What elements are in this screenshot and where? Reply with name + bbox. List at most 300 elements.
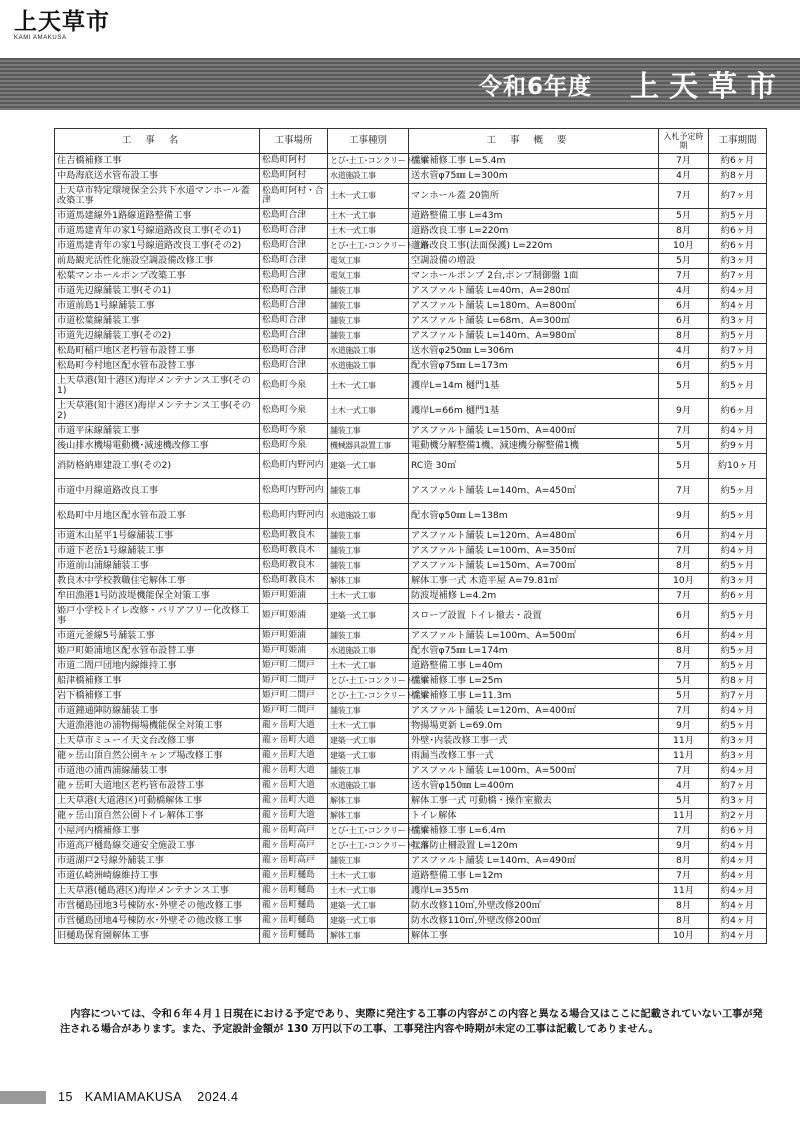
work-type-cell: 建築一式工事: [328, 749, 409, 764]
work-name-cell: 消防格納庫建設工事(その2): [55, 454, 260, 479]
bid-timing-cell: 10月: [659, 574, 709, 589]
section-banner: [0, 58, 800, 110]
table-row: [55, 809, 767, 824]
duration-cell: 約6ヶ月: [709, 239, 767, 254]
work-name-cell: 松島町今村地区配水管布設替工事: [55, 359, 260, 374]
summary-cell: 道路整備工事 L=43m: [409, 209, 659, 224]
location-cell: 姫戸町姫浦: [260, 589, 328, 604]
work-type-cell: 舗装工事: [328, 704, 409, 719]
table-row: [55, 504, 767, 529]
location-cell: 松島町合津: [260, 329, 328, 344]
work-type-cell: 舗装工事: [328, 559, 409, 574]
work-type-cell: 電気工事: [328, 254, 409, 269]
page-number: 15: [58, 1090, 73, 1104]
bid-timing-cell: 5月: [659, 254, 709, 269]
duration-cell: 約4ヶ月: [709, 884, 767, 899]
work-type-cell: 土木一式工事: [328, 184, 409, 209]
banner-year: 令和6年度: [478, 73, 592, 100]
work-type-cell: 舗装工事: [328, 764, 409, 779]
location-cell: 松島町合津: [260, 269, 328, 284]
work-type-cell: 土木一式工事: [328, 719, 409, 734]
bid-timing-cell: 7月: [659, 154, 709, 169]
duration-cell: 約4ヶ月: [709, 764, 767, 779]
bid-timing-cell: 4月: [659, 169, 709, 184]
page-footer: [58, 1090, 239, 1104]
duration-cell: 約4ヶ月: [709, 299, 767, 314]
bid-timing-cell: 8月: [659, 224, 709, 239]
work-name-cell: 上天草市特定環境保全公共下水道マンホール蓋改築工事: [55, 184, 260, 209]
logo-subtitle: KAMI AMAKUSA: [14, 35, 67, 41]
location-cell: 松島町教良木: [260, 559, 328, 574]
work-type-cell: とび･土工･コンクリート工事: [328, 824, 409, 839]
duration-cell: 約7ヶ月: [709, 689, 767, 704]
work-name-cell: 市道平床線舗装工事: [55, 424, 260, 439]
work-type-cell: 建築一式工事: [328, 899, 409, 914]
duration-cell: 約3ヶ月: [709, 794, 767, 809]
work-name-cell: 前島観光活性化施設空調設備改修工事: [55, 254, 260, 269]
work-type-cell: 建築一式工事: [328, 914, 409, 929]
summary-cell: 空調設備の増設: [409, 254, 659, 269]
location-cell: 松島町今泉: [260, 374, 328, 399]
summary-cell: 橋梁補修工事 L=11.3m: [409, 689, 659, 704]
location-cell: 龍ヶ岳町高戸: [260, 854, 328, 869]
footnote: 内容については、令和６年４月１日現在における予定であり、実際に発注する工事の内容がこの内容と異なる場合又はここに記載されていない工事が発注される場合があります。また、予定設計金額が 130 万円以下の工事、工事発注内容や時期が未定の工事は記載してありません。: [60, 1009, 763, 1035]
bid-timing-cell: 6月: [659, 604, 709, 629]
work-type-cell: 電気工事: [328, 269, 409, 284]
duration-cell: 約4ヶ月: [709, 929, 767, 944]
work-name-cell: 大道漁港池の浦物揚場機能保全対策工事: [55, 719, 260, 734]
work-type-cell: 舗装工事: [328, 479, 409, 504]
location-cell: 松島町合津: [260, 284, 328, 299]
location-cell: 龍ヶ岳町樋島: [260, 899, 328, 914]
table-row: [55, 899, 767, 914]
summary-cell: 送水管φ150㎜ L=400m: [409, 779, 659, 794]
work-name-cell: 市道鐘通陣防線舗装工事: [55, 704, 260, 719]
summary-cell: スロープ設置 トイレ撤去・設置: [409, 604, 659, 629]
location-cell: 龍ヶ岳町大道: [260, 764, 328, 779]
work-type-cell: 舗装工事: [328, 299, 409, 314]
summary-cell: 道路改良工事 L=220m: [409, 224, 659, 239]
duration-cell: 約3ヶ月: [709, 254, 767, 269]
duration-cell: 約2ヶ月: [709, 809, 767, 824]
summary-cell: マンホールポンプ 2台,ポンプ制御盤 1面: [409, 269, 659, 284]
table-row: [55, 839, 767, 854]
table-row: [55, 169, 767, 184]
work-name-cell: 船津橋補修工事: [55, 674, 260, 689]
location-cell: 姫戸町二間戸: [260, 674, 328, 689]
work-type-cell: 解体工事: [328, 794, 409, 809]
summary-cell: 防波堤補修 L=4.2m: [409, 589, 659, 604]
duration-cell: 約5ヶ月: [709, 659, 767, 674]
work-name-cell: 市道先辺線舗装工事(その1): [55, 284, 260, 299]
work-type-cell: とび･土工･コンクリート工事: [328, 674, 409, 689]
table-row: [55, 269, 767, 284]
work-name-cell: 市道中月線道路改良工事: [55, 479, 260, 504]
summary-cell: 道路改良工事(法面保護) L=220m: [409, 239, 659, 254]
work-type-cell: 建築一式工事: [328, 454, 409, 479]
work-type-cell: 水道施設工事: [328, 779, 409, 794]
summary-cell: アスファルト舗装 L=40m、A=280㎡: [409, 284, 659, 299]
bid-timing-cell: 6月: [659, 359, 709, 374]
summary-cell: アスファルト舗装 L=120m、A=400㎡: [409, 704, 659, 719]
work-name-cell: 市道下老岳1号線舗装工事: [55, 544, 260, 559]
work-name-cell: 市道馬建線外1路線道路整備工事: [55, 209, 260, 224]
work-name-cell: 後山排水機場電動機･減速機改修工事: [55, 439, 260, 454]
table-row: [55, 224, 767, 239]
duration-cell: 約4ヶ月: [709, 544, 767, 559]
issue-date: 2024.4: [197, 1090, 239, 1104]
work-type-cell: 舗装工事: [328, 544, 409, 559]
location-cell: 松島町阿村・合津: [260, 184, 328, 209]
bid-timing-cell: 7月: [659, 269, 709, 284]
summary-cell: アスファルト舗装 L=140m、A=980㎡: [409, 329, 659, 344]
duration-cell: 約5ヶ月: [709, 359, 767, 374]
work-name-cell: 姫戸小学校トイレ改修・バリアフリー化改修工事: [55, 604, 260, 629]
work-type-cell: 土木一式工事: [328, 224, 409, 239]
work-name-cell: 市営樋島団地3号棟防水･外壁その他改修工事: [55, 899, 260, 914]
bid-timing-cell: 8月: [659, 854, 709, 869]
summary-cell: 電動機分解整備1機、減速機分解整備1機: [409, 439, 659, 454]
location-cell: 松島町内野河内: [260, 479, 328, 504]
work-type-cell: 解体工事: [328, 809, 409, 824]
work-name-cell: 市道馬建青年の家1号線道路改良工事(その2): [55, 239, 260, 254]
table-row: [55, 424, 767, 439]
summary-cell: マンホール蓋 20箇所: [409, 184, 659, 209]
location-cell: 龍ヶ岳町樋島: [260, 929, 328, 944]
duration-cell: 約4ヶ月: [709, 899, 767, 914]
table-row: [55, 399, 767, 424]
duration-cell: 約10ヶ月: [709, 454, 767, 479]
duration-cell: 約6ヶ月: [709, 824, 767, 839]
work-type-cell: 土木一式工事: [328, 589, 409, 604]
table-row: [55, 854, 767, 869]
location-cell: 龍ヶ岳町高戸: [260, 824, 328, 839]
location-cell: 姫戸町姫浦: [260, 604, 328, 629]
summary-cell: アスファルト舗装 L=100m、A=350㎡: [409, 544, 659, 559]
summary-cell: 送水管φ75㎜ L=300m: [409, 169, 659, 184]
duration-cell: 約7ヶ月: [709, 344, 767, 359]
table-row: [55, 689, 767, 704]
work-name-cell: 上天草市ミューイ天文台改修工事: [55, 734, 260, 749]
duration-cell: 約5ヶ月: [709, 719, 767, 734]
table-row: [55, 299, 767, 314]
work-type-cell: 水道施設工事: [328, 504, 409, 529]
public-works-table: [54, 128, 767, 944]
bid-timing-cell: 7月: [659, 184, 709, 209]
magazine-name: KAMIAMAKUSA: [84, 1090, 182, 1104]
bid-timing-cell: 7月: [659, 764, 709, 779]
table-row: [55, 209, 767, 224]
work-name-cell: 龍ヶ岳町大道地区老朽管布設替工事: [55, 779, 260, 794]
duration-cell: 約4ヶ月: [709, 914, 767, 929]
table-row: [55, 884, 767, 899]
duration-cell: 約5ヶ月: [709, 329, 767, 344]
bid-timing-cell: 8月: [659, 644, 709, 659]
duration-cell: 約4ヶ月: [709, 839, 767, 854]
table-row: [55, 344, 767, 359]
work-name-cell: 龍ヶ岳山頂自然公園トイレ解体工事: [55, 809, 260, 824]
summary-cell: 護岸L=355m: [409, 884, 659, 899]
table-row: [55, 359, 767, 374]
bid-timing-cell: 11月: [659, 809, 709, 824]
duration-cell: 約3ヶ月: [709, 574, 767, 589]
table-row: [55, 479, 767, 504]
location-cell: 龍ヶ岳町樋島: [260, 884, 328, 899]
bid-timing-cell: 10月: [659, 239, 709, 254]
location-cell: 龍ヶ岳町大道: [260, 749, 328, 764]
location-cell: 松島町合津: [260, 209, 328, 224]
bid-timing-cell: 8月: [659, 899, 709, 914]
bid-timing-cell: 4月: [659, 344, 709, 359]
summary-cell: RC造 30㎡: [409, 454, 659, 479]
summary-cell: 配水管φ50㎜ L=138m: [409, 504, 659, 529]
summary-cell: 解体工事一式 可動橋・操作室撤去: [409, 794, 659, 809]
bid-timing-cell: 7月: [659, 704, 709, 719]
location-cell: 松島町合津: [260, 254, 328, 269]
duration-cell: 約5ヶ月: [709, 479, 767, 504]
bid-timing-cell: 6月: [659, 529, 709, 544]
table-row: [55, 929, 767, 944]
summary-cell: アスファルト舗装 L=100m、A=500㎡: [409, 629, 659, 644]
location-cell: 松島町今泉: [260, 424, 328, 439]
bid-timing-cell: 7月: [659, 424, 709, 439]
table-row: [55, 589, 767, 604]
work-name-cell: 市道馬建青年の家1号線道路改良工事(その1): [55, 224, 260, 239]
summary-cell: 橋梁補修工事 L=5.4m: [409, 154, 659, 169]
work-type-cell: 舗装工事: [328, 854, 409, 869]
summary-cell: アスファルト舗装 L=100m、A=500㎡: [409, 764, 659, 779]
summary-cell: 送水管φ250㎜ L=306m: [409, 344, 659, 359]
work-type-cell: 水道施設工事: [328, 344, 409, 359]
work-name-cell: 松葉マンホールポンプ改築工事: [55, 269, 260, 284]
duration-cell: 約7ヶ月: [709, 269, 767, 284]
work-name-cell: 住吉橋補修工事: [55, 154, 260, 169]
work-name-cell: 市道高戸樋島線交通安全施設工事: [55, 839, 260, 854]
work-type-cell: 舗装工事: [328, 529, 409, 544]
location-cell: 姫戸町二間戸: [260, 704, 328, 719]
duration-cell: 約5ヶ月: [709, 209, 767, 224]
duration-cell: 約4ヶ月: [709, 629, 767, 644]
work-name-cell: 姫戸町姫浦地区配水管布設替工事: [55, 644, 260, 659]
location-cell: 姫戸町姫浦: [260, 644, 328, 659]
table-row: [55, 454, 767, 479]
duration-cell: 約4ヶ月: [709, 869, 767, 884]
city-logo: [14, 10, 110, 41]
duration-cell: 約4ヶ月: [709, 284, 767, 299]
duration-cell: 約7ヶ月: [709, 779, 767, 794]
duration-cell: 約5ヶ月: [709, 374, 767, 399]
work-type-cell: 建築一式工事: [328, 734, 409, 749]
work-name-cell: 上天草港(知十港区)海岸メンテナンス工事(その1): [55, 374, 260, 399]
bid-timing-cell: 6月: [659, 299, 709, 314]
work-type-cell: 土木一式工事: [328, 209, 409, 224]
duration-cell: 約4ヶ月: [709, 854, 767, 869]
bid-timing-cell: 9月: [659, 719, 709, 734]
location-cell: 松島町教良木: [260, 574, 328, 589]
location-cell: 松島町合津: [260, 299, 328, 314]
duration-cell: 約8ヶ月: [709, 169, 767, 184]
duration-cell: 約7ヶ月: [709, 184, 767, 209]
table-row: [55, 604, 767, 629]
summary-cell: 道路整備工事 L=40m: [409, 659, 659, 674]
work-name-cell: 中島海底送水管布設工事: [55, 169, 260, 184]
work-type-cell: 土木一式工事: [328, 884, 409, 899]
table-row: [55, 644, 767, 659]
work-type-cell: とび･土工･コンクリート工事: [328, 154, 409, 169]
header-duration: 工事期間: [709, 129, 767, 154]
header-bid-timing: 入札予定時期: [659, 129, 709, 154]
bid-timing-cell: 7月: [659, 479, 709, 504]
table-row: [55, 869, 767, 884]
duration-cell: 約6ヶ月: [709, 589, 767, 604]
location-cell: 姫戸町二間戸: [260, 659, 328, 674]
summary-cell: アスファルト舗装 L=150m、A=700㎡: [409, 559, 659, 574]
location-cell: 松島町内野河内: [260, 454, 328, 479]
bid-timing-cell: 9月: [659, 399, 709, 424]
table-row: [55, 764, 767, 779]
duration-cell: 約4ヶ月: [709, 529, 767, 544]
work-type-cell: 解体工事: [328, 929, 409, 944]
bid-timing-cell: 11月: [659, 734, 709, 749]
summary-cell: 解体工事: [409, 929, 659, 944]
bid-timing-cell: 7月: [659, 824, 709, 839]
work-type-cell: 機械器具設置工事: [328, 439, 409, 454]
location-cell: 松島町教良木: [260, 544, 328, 559]
duration-cell: 約6ヶ月: [709, 399, 767, 424]
summary-cell: 物揚場更新 L=69.0m: [409, 719, 659, 734]
work-name-cell: 龍ヶ岳山頂自然公園キャンプ場改修工事: [55, 749, 260, 764]
bid-timing-cell: 11月: [659, 884, 709, 899]
bid-timing-cell: 5月: [659, 374, 709, 399]
work-name-cell: 岩下橋補修工事: [55, 689, 260, 704]
work-type-cell: 舗装工事: [328, 314, 409, 329]
duration-cell: 約6ヶ月: [709, 154, 767, 169]
bid-timing-cell: 7月: [659, 544, 709, 559]
work-type-cell: 建築一式工事: [328, 604, 409, 629]
summary-cell: 外壁･内装改修工事一式: [409, 734, 659, 749]
duration-cell: 約8ヶ月: [709, 674, 767, 689]
bid-timing-cell: 7月: [659, 589, 709, 604]
work-type-cell: とび･土工･コンクリート工事: [328, 239, 409, 254]
work-type-cell: 水道施設工事: [328, 169, 409, 184]
bid-timing-cell: 8月: [659, 914, 709, 929]
summary-cell: アスファルト舗装 L=140m、A=490㎡: [409, 854, 659, 869]
table-row: [55, 574, 767, 589]
summary-cell: 雨漏当改修工事一式: [409, 749, 659, 764]
location-cell: 龍ヶ岳町高戸: [260, 839, 328, 854]
table-row: [55, 439, 767, 454]
summary-cell: 配水管φ75㎜ L=173m: [409, 359, 659, 374]
work-name-cell: 教良木中学校教職住宅解体工事: [55, 574, 260, 589]
table-row: [55, 659, 767, 674]
summary-cell: トイレ解体: [409, 809, 659, 824]
work-type-cell: 解体工事: [328, 574, 409, 589]
work-type-cell: 舗装工事: [328, 329, 409, 344]
location-cell: 龍ヶ岳町大道: [260, 719, 328, 734]
summary-cell: アスファルト舗装 L=150m、A=400㎡: [409, 424, 659, 439]
duration-cell: 約3ヶ月: [709, 749, 767, 764]
table-row: [55, 284, 767, 299]
work-name-cell: 牟田漁港1号防波堤機能保全対策工事: [55, 589, 260, 604]
bid-timing-cell: 6月: [659, 314, 709, 329]
duration-cell: 約5ヶ月: [709, 644, 767, 659]
table-row: [55, 329, 767, 344]
duration-cell: 約9ヶ月: [709, 439, 767, 454]
location-cell: 松島町合津: [260, 359, 328, 374]
bid-timing-cell: 6月: [659, 629, 709, 644]
table-row: [55, 239, 767, 254]
work-type-cell: 土木一式工事: [328, 399, 409, 424]
table-row: [55, 719, 767, 734]
location-cell: 姫戸町二間戸: [260, 689, 328, 704]
summary-cell: 転落防止柵設置 L=120m: [409, 839, 659, 854]
location-cell: 松島町阿村: [260, 169, 328, 184]
location-cell: 龍ヶ岳町大道: [260, 734, 328, 749]
summary-cell: 道路整備工事 L=12m: [409, 869, 659, 884]
header-work-name: 工事名: [55, 129, 260, 154]
bid-timing-cell: 9月: [659, 504, 709, 529]
bid-timing-cell: 5月: [659, 794, 709, 809]
work-name-cell: 小屋河内橋補修工事: [55, 824, 260, 839]
bid-timing-cell: 8月: [659, 559, 709, 574]
work-name-cell: 市道池の浦西浦線舗装工事: [55, 764, 260, 779]
bid-timing-cell: 5月: [659, 674, 709, 689]
work-name-cell: 市道松葉線舗装工事: [55, 314, 260, 329]
duration-cell: 約4ヶ月: [709, 424, 767, 439]
location-cell: 松島町合津: [260, 314, 328, 329]
work-name-cell: 市道先辺線舗装工事(その2): [55, 329, 260, 344]
work-type-cell: 土木一式工事: [328, 869, 409, 884]
bid-timing-cell: 5月: [659, 439, 709, 454]
summary-cell: 防水改修110㎡,外壁改修200㎡: [409, 899, 659, 914]
work-name-cell: 市道元釜線5号舗装工事: [55, 629, 260, 644]
table-row: [55, 779, 767, 794]
logo-wordmark: 上天草市: [14, 9, 110, 35]
work-type-cell: 舗装工事: [328, 629, 409, 644]
location-cell: 松島町今泉: [260, 439, 328, 454]
summary-cell: アスファルト舗装 L=68m、A=300㎡: [409, 314, 659, 329]
table-row: [55, 824, 767, 839]
table-row: [55, 154, 767, 169]
location-cell: 姫戸町姫浦: [260, 629, 328, 644]
work-type-cell: 水道施設工事: [328, 359, 409, 374]
bid-timing-cell: 5月: [659, 209, 709, 224]
summary-cell: 橋梁補修工事 L=25m: [409, 674, 659, 689]
work-name-cell: 旧樋島保育園解体工事: [55, 929, 260, 944]
work-name-cell: 市道湖戸2号線外舗装工事: [55, 854, 260, 869]
work-type-cell: とび･土工･コンクリート工事: [328, 689, 409, 704]
summary-cell: 解体工事一式 木造平屋 A=79.81㎡: [409, 574, 659, 589]
work-name-cell: 市道仏崎洲崎線維持工事: [55, 869, 260, 884]
summary-cell: 橋梁補修工事 L=6.4m: [409, 824, 659, 839]
location-cell: 龍ヶ岳町大道: [260, 809, 328, 824]
table-row: [55, 704, 767, 719]
bid-timing-cell: 8月: [659, 329, 709, 344]
location-cell: 龍ヶ岳町樋島: [260, 914, 328, 929]
location-cell: 松島町内野河内: [260, 504, 328, 529]
summary-cell: アスファルト舗装 L=120m、A=480㎡: [409, 529, 659, 544]
bid-timing-cell: 4月: [659, 284, 709, 299]
location-cell: 松島町今泉: [260, 399, 328, 424]
work-type-cell: 舗装工事: [328, 424, 409, 439]
bid-timing-cell: 7月: [659, 869, 709, 884]
duration-cell: 約5ヶ月: [709, 604, 767, 629]
table-row: [55, 559, 767, 574]
table-row: [55, 914, 767, 929]
work-name-cell: 市道前山浦線舗装工事: [55, 559, 260, 574]
location-cell: 龍ヶ岳町大道: [260, 779, 328, 794]
location-cell: 松島町阿村: [260, 154, 328, 169]
